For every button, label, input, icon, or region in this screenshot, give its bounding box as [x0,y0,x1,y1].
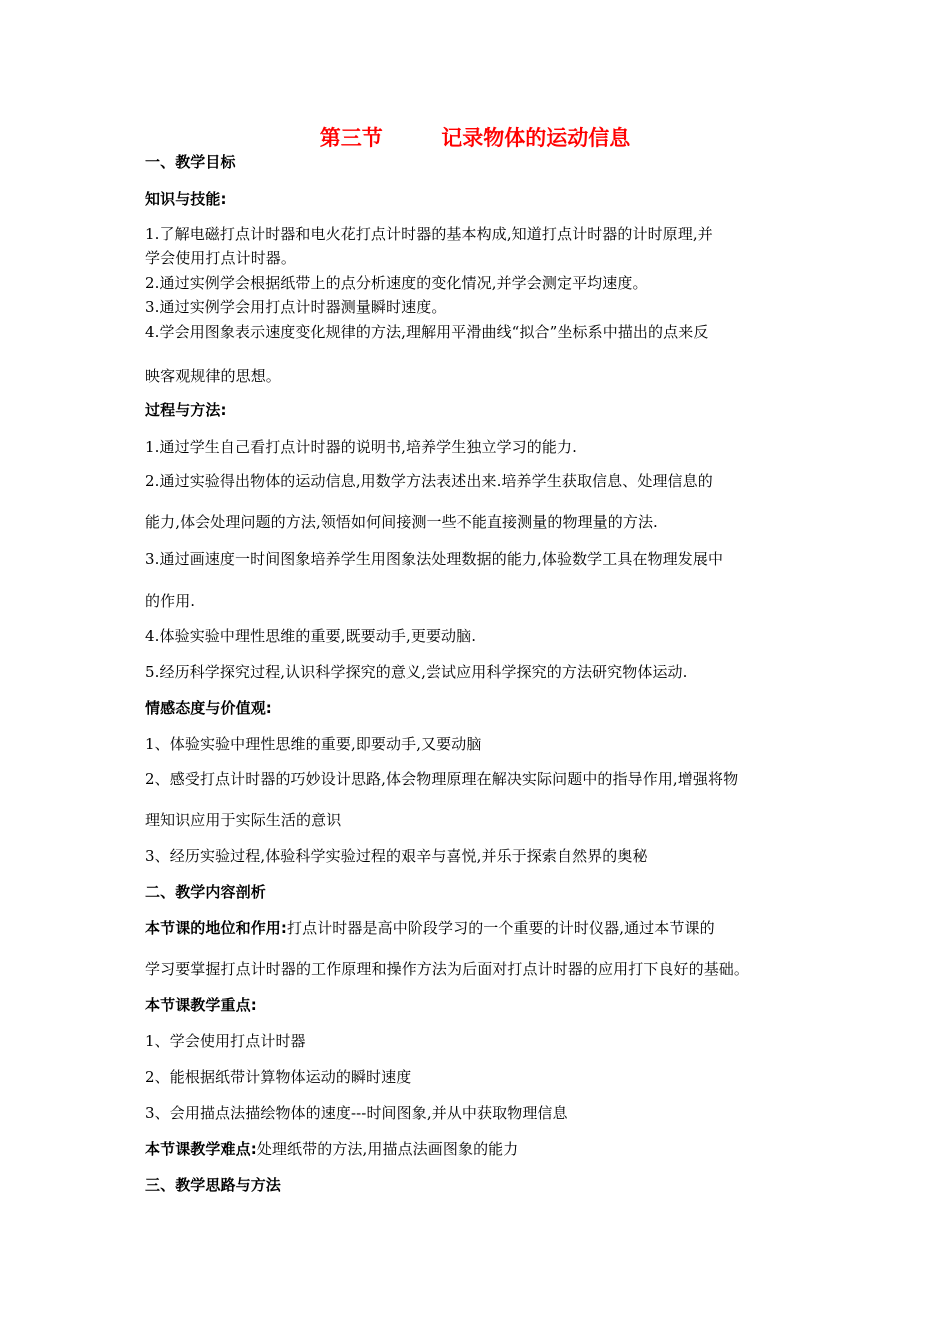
role-text: 打点计时器是高中阶段学习的一个重要的计时仪器,通过本节课的 [287,919,715,937]
subheading-key-points: 本节课教学重点: [145,996,257,1014]
knowledge-line: 映客观规律的思想。 [145,367,281,385]
process-line: 1.通过学生自己看打点计时器的说明书,培养学生独立学习的能力. [145,438,577,456]
emotion-line: 理知识应用于实际生活的意识 [145,811,342,829]
section-heading-objectives: 一、教学目标 [145,153,236,171]
role-paragraph [145,918,815,938]
process-line: 的作用. [145,592,196,610]
process-line: 4.体验实验中理性思维的重要,既要动手,更要动脑. [145,627,477,645]
knowledge-line: 2.通过实例学会根据纸带上的点分析速度的变化情况,并学会测定平均速度。 [145,274,648,292]
process-line: 能力,体会处理问题的方法,领悟如何间接测一些不能直接测量的物理量的方法. [145,513,658,531]
emotion-line: 3、经历实验过程,体验科学实验过程的艰辛与喜悦,并乐于探索自然界的奥秘 [145,847,648,865]
process-line: 5.经历科学探究过程,认识科学探究的意义,尝试应用科学探究的方法研究物体运动. [145,663,688,681]
subheading-process: 过程与方法: [145,401,227,419]
key-point-line: 2、能根据纸带计算物体运动的瞬时速度 [145,1068,412,1086]
role-paragraph-cont: 学习要掌握打点计时器的工作原理和操作方法为后面对打点计时器的应用打下良好的基础。 [145,960,750,978]
subheading-emotion: 情感态度与价值观: [145,699,272,717]
section-heading-content: 二、教学内容剖析 [145,883,266,901]
process-line: 3.通过画速度一时间图象培养学生用图象法处理数据的能力,体验数学工具在物理发展中 [145,550,724,568]
difficulty-text: 处理纸带的方法,用描点法画图象的能力 [256,1140,519,1158]
knowledge-line: 1.了解电磁打点计时器和电火花打点计时器的基本构成,知道打点计时器的计时原理,并 [145,225,713,243]
key-point-line: 3、会用描点法描绘物体的速度---时间图象,并从中获取物理信息 [145,1104,568,1122]
process-line: 2.通过实验得出物体的运动信息,用数学方法表述出来.培养学生获取信息、处理信息的 [145,472,713,490]
knowledge-line: 3.通过实例学会用打点计时器测量瞬时速度。 [145,298,447,316]
emotion-line: 1、体验实验中理性思维的重要,即要动手,又要动脑 [145,735,482,753]
difficulty-lead: 本节课教学难点: [145,1140,257,1158]
knowledge-line: 4.学会用图象表示速度变化规律的方法,理解用平滑曲线“拟合”坐标系中描出的点来反 [145,323,709,341]
role-lead: 本节课的地位和作用: [145,919,287,937]
section-heading-method: 三、教学思路与方法 [145,1176,281,1194]
difficulty-paragraph [145,1139,815,1159]
subheading-knowledge: 知识与技能: [145,190,227,208]
key-point-line: 1、学会使用打点计时器 [145,1032,306,1050]
emotion-line: 2、感受打点计时器的巧妙设计思路,体会物理原理在解决实际问题中的指导作用,增强将物 [145,770,739,788]
knowledge-line: 学会使用打点计时器。 [145,249,297,267]
document-title: 第三节 记录物体的运动信息 [319,126,631,150]
